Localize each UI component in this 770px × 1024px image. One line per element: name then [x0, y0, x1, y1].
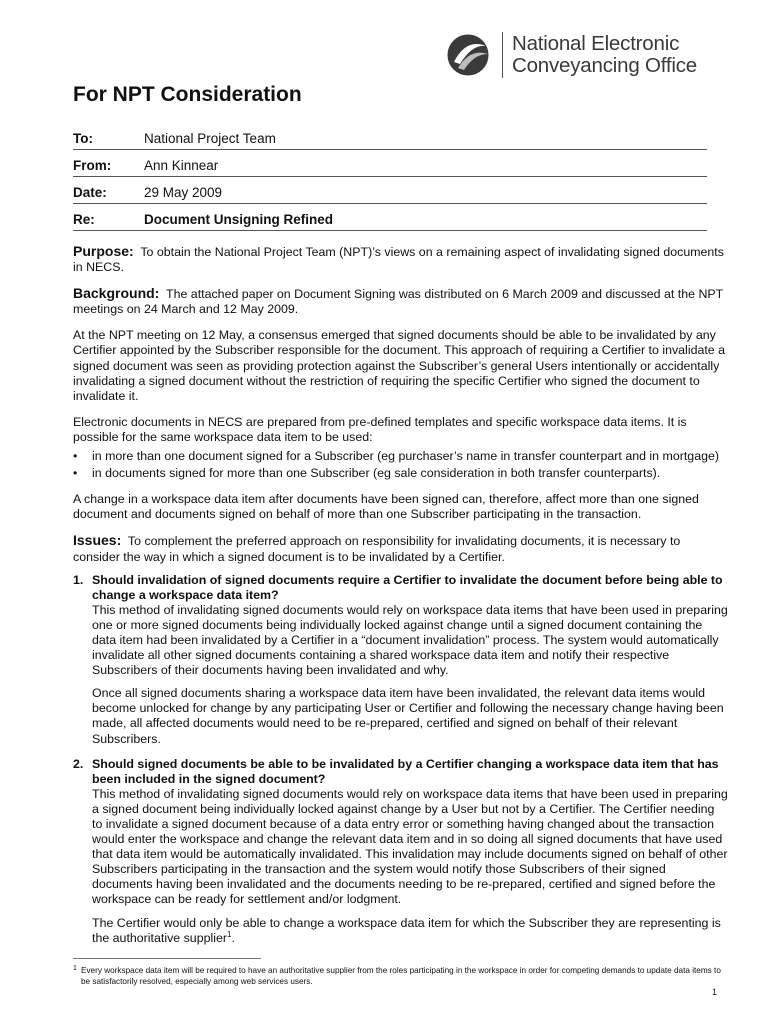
issue-item-2 — [73, 757, 728, 946]
neco-emblem-icon — [444, 32, 494, 78]
issues-paragraph — [73, 533, 728, 564]
memo-from-value: Ann Kinnear — [144, 158, 219, 173]
issue-followup-text: The Certifier would only be able to change a workspace data item for which the Subscriber they are representing is the authoritative supplier — [92, 915, 721, 945]
memo-re-label: Re: — [73, 212, 95, 227]
footnote — [73, 965, 723, 987]
logo-line-1: National Electronic — [512, 32, 680, 55]
memo-from-label: From: — [73, 158, 112, 173]
logo-line-2: Conveyancing Office — [512, 54, 697, 77]
memo-from-row — [73, 155, 707, 177]
issue-question: Should invalidation of signed documents require a Certifier to invalidate the document before being able to change a workspace data item? — [92, 572, 723, 602]
purpose-heading: Purpose: — [73, 243, 134, 259]
background-heading: Background: — [73, 285, 160, 302]
issue-number: 1. — [73, 572, 84, 587]
memo-re-row — [73, 209, 707, 231]
logo-divider — [502, 32, 503, 78]
issue-explanation: This method of invalidating signed documents would rely on workspace data items that have been used in preparing one or more signed documents being individually locked against change until a signed document containing the data item had been invalidated by a Certifier in a “document invalidation” process. The system would automatically invalidate all other signed documents containing a shared workspace data item and notify their respective Subscribers of their documents having been invalidated and why. — [92, 602, 728, 678]
background-paragraph — [73, 286, 728, 317]
workspace-data-paragraph: Electronic documents in NECS are prepared from pre-defined templates and specific workspace data items. It is possible for the same workspace data item to be used: — [73, 414, 687, 444]
background-text: The attached paper on Document Signing was distributed on 6 March 2009 and discussed at the NPT meetings on 24 March and 12 May 2009. — [73, 287, 724, 317]
purpose-paragraph — [73, 244, 728, 275]
footnote-text: Every workspace data item will be required to have an authoritative supplier from the roles participating in the workspace in order for competing demands to update data items to be satisfactorily resolved, especially among web services users. — [81, 966, 721, 986]
document-body — [73, 244, 728, 956]
footnote-mark: 1 — [73, 965, 77, 972]
logo-wordmark — [512, 33, 697, 77]
footnote-divider — [73, 958, 261, 959]
issue-followup-end: . — [231, 930, 235, 945]
issue-item-1 — [73, 573, 728, 747]
data-item-usage-list — [73, 449, 728, 481]
consensus-paragraph: At the NPT meeting on 12 May, a consensus emerged that signed documents should be able to be invalidated by any Certifier appointed by the Subscriber responsible for the document. This approach of requiring a Certifier to invalidate a signed document was seen as providing protection against the Subscriber’s general Users intentionally or accidentally invalidating a signed document without the restriction of requiring the specific Certifier who signed the document to invalidate it. — [73, 328, 726, 403]
memo-to-value: National Project Team — [144, 131, 276, 146]
purpose-text: To obtain the National Project Team (NPT)’s views on a remaining aspect of invalidating signed documents in NECS. — [73, 245, 724, 275]
page-number: 1 — [712, 987, 718, 997]
issues-list — [73, 573, 728, 946]
footnote-reference[interactable]: 1 — [227, 929, 232, 939]
list-item: • in more than one document signed for a Subscriber (eg purchaser’s name in transfer counterpart and in mortgage) — [73, 449, 728, 464]
issue-followup — [92, 916, 728, 946]
memo-to-label: To: — [73, 131, 93, 146]
memo-date-value: 29 May 2009 — [144, 185, 223, 200]
memo-re-value: Document Unsigning Refined — [144, 212, 333, 227]
page-title: For NPT Consideration — [73, 83, 302, 106]
memo-to-row — [73, 128, 707, 150]
issue-followup: Once all signed documents sharing a workspace data item have been invalidated, the relevant data items would become unlocked for change by any participating User or Certifier and following the necessary change having been made, all affected documents would need to be re-prepared, certified and signed on behalf of their relevant Subscribers. — [92, 686, 724, 746]
issue-explanation: This method of invalidating signed documents would rely on workspace data items that have been used in preparing a signed document being individually locked against change by a User but not by a Certifier. The Certifier needing to invalidate a signed document because of a data entry error or something having changed about the transaction would enter the workspace and change the relevant data item and in so doing all signed documents that have used that data item would be automatically invalidated. This invalidation may include documents signed on behalf of other Subscribers participating in the transaction and the system would notify those Subscribers of their signed documents having been invalidated and the documents needing to be re-prepared, certified and signed before the workspace can be ready for settlement and/or lodgment. — [92, 786, 728, 907]
list-item: • in documents signed for more than one Subscriber (eg sale consideration in both transfer counterparts). — [73, 466, 728, 481]
memo-date-label: Date: — [73, 185, 107, 200]
issue-question: Should signed documents be able to be invalidated by a Certifier changing a workspace data item that has been included in the signed document? — [92, 756, 719, 786]
memo-date-row — [73, 182, 707, 204]
issues-heading: Issues: — [73, 532, 122, 549]
change-impact-paragraph: A change in a workspace data item after documents have been signed can, therefore, affect more than one signed document and documents signed on behalf of more than one Subscriber participating in the transaction. — [73, 492, 699, 522]
issues-text: To complement the preferred approach on responsibility for invalidating documents, it is necessary to consider the way in which a signed document is to be invalidated by a Certifier. — [73, 534, 681, 564]
issue-number: 2. — [73, 756, 84, 771]
